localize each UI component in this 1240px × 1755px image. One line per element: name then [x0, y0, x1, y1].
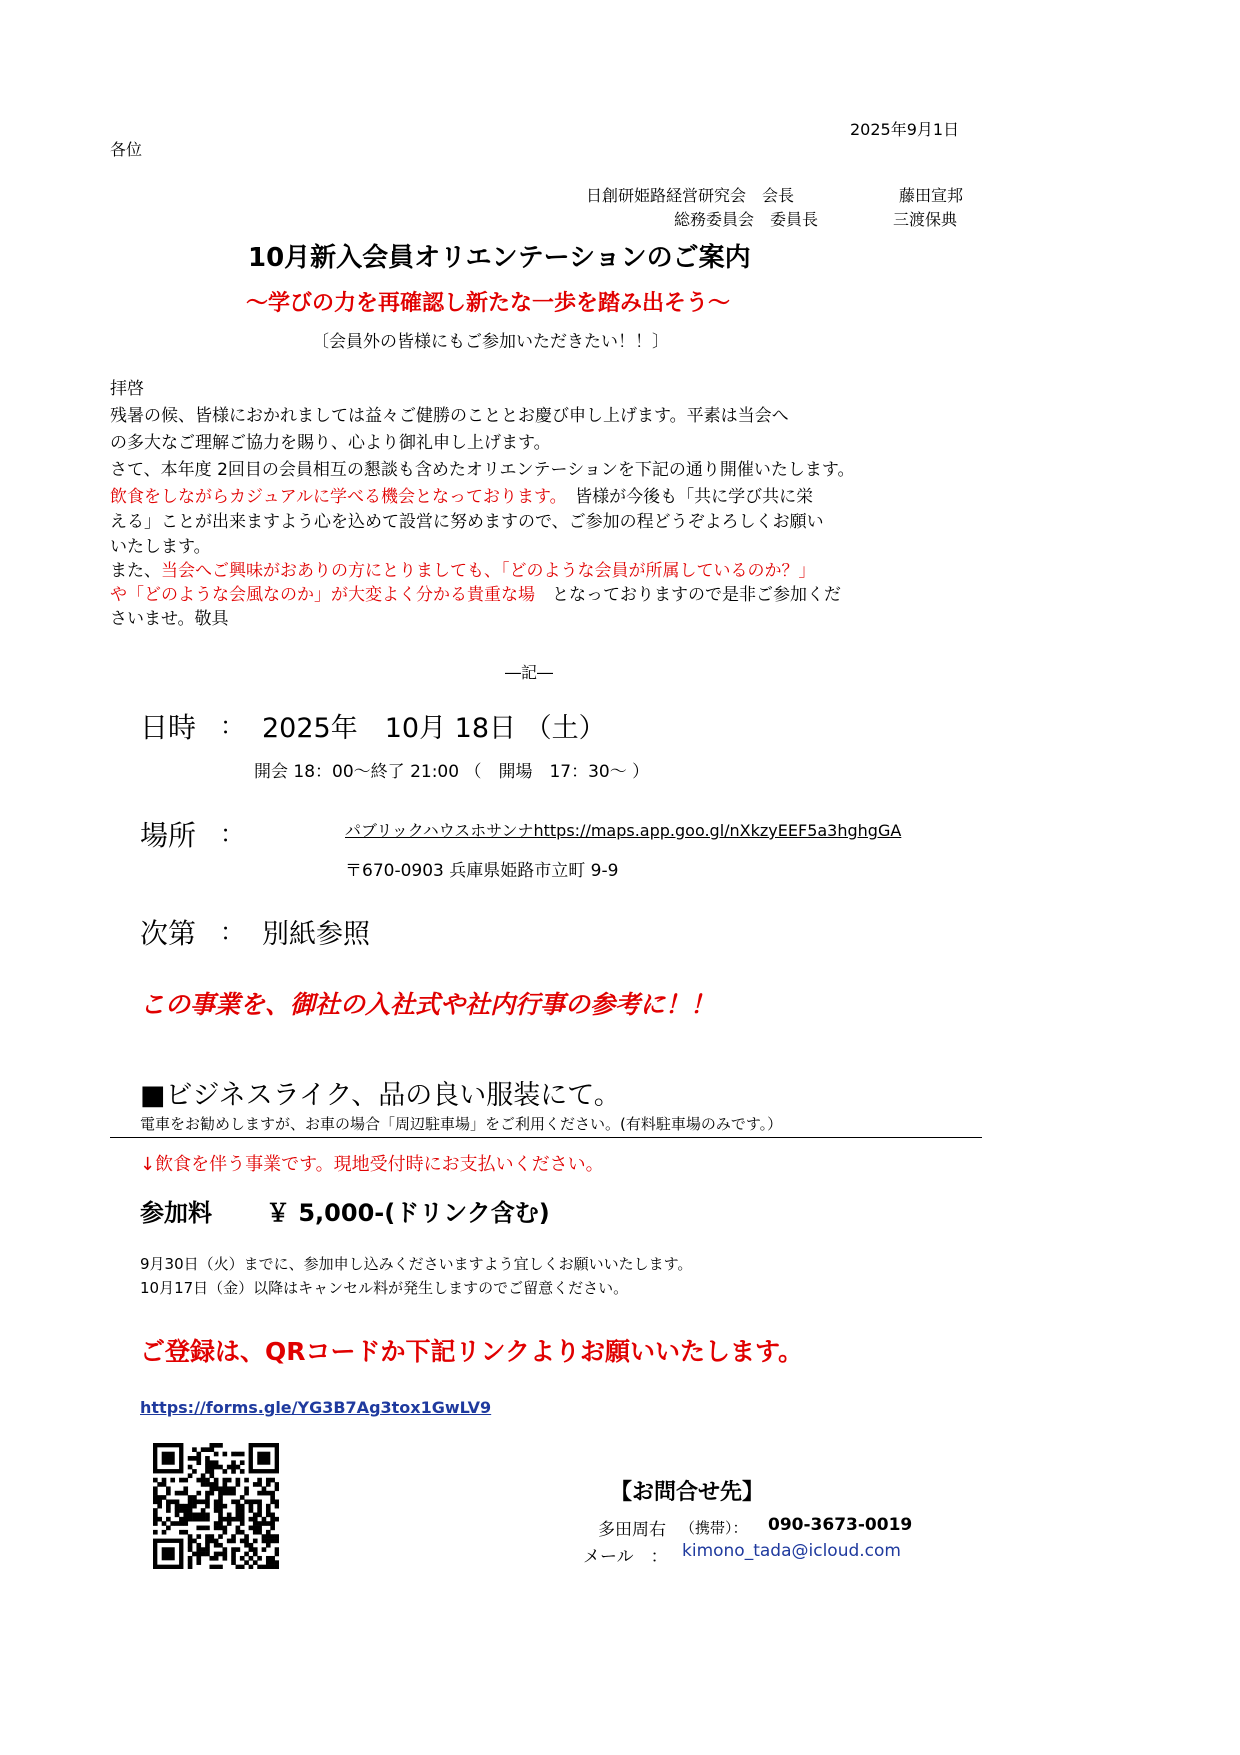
- datetime-label: 日時: [140, 711, 197, 744]
- program-label: 次第: [140, 917, 197, 950]
- fee-label: 参加料: [140, 1199, 212, 1227]
- sender2-name: 三渡保典: [893, 210, 958, 229]
- deadline-apply: 9月30日（火）までに、参加申し込みくださいますよう宜しくお願いいたします。: [140, 1255, 693, 1273]
- place-address: 〒670-0903 兵庫県姫路市立町 9-9: [345, 861, 619, 881]
- letter-line-9: さいませ。敬具: [110, 609, 229, 629]
- letter-line-4-highlight: 飲食をしながらカジュアルに学べる機会となっております。: [110, 487, 559, 507]
- title-note: 〔会員外の皆様にもご参加いただきたい！！〕: [312, 332, 669, 352]
- letter-line-2: の多大なご理解ご協力を賜り、心より御礼申し上げます。: [110, 433, 551, 453]
- fee-value: ￥ 5,000-(ドリンク含む): [266, 1199, 550, 1227]
- letter-line-7: [110, 556, 816, 581]
- program-value: 別紙参照: [262, 919, 370, 950]
- deadline-cancel: 10月17日（金）以降はキャンセル料が発生しますのでご留意ください。: [140, 1279, 629, 1297]
- letter-line-7-highlight: 当会へご興味がおありの方にとりましても、「どのような会員が所属しているのか？」: [161, 561, 816, 581]
- qr-code-graphic: [153, 1443, 279, 1569]
- promo-text: この事業を、御社の入社式や社内行事の参考に！！: [140, 990, 716, 1019]
- letter-line-8-highlight: や「どのような会風なのか」が大変よく分かる貴重な場: [110, 585, 535, 605]
- greeting: 拝啓: [110, 379, 144, 399]
- addressee: 各位: [110, 140, 143, 159]
- letter-line-7-start: また、: [110, 561, 161, 581]
- place-label: 場所: [140, 819, 197, 852]
- datetime-colon: ：: [220, 712, 244, 740]
- contact-name: 多田周右: [598, 1520, 666, 1540]
- datetime-value: 2025年 10月 18日 （土）: [262, 713, 606, 744]
- contact-email-label: メール ：: [583, 1547, 668, 1567]
- place-map-link[interactable]: パブリックハウスホサンナhttps://maps.app.goo.gl/nXkzyEEF5a3hghgGA: [345, 821, 902, 840]
- letter-line-5: える」ことが出来ますよう心を込めて設営に努めますので、ご参加の程どうぞよろしくお願い: [110, 512, 824, 532]
- page-title: 10月新入会員オリエンテーションのご案内: [248, 243, 751, 273]
- letter-line-1: 残暑の候、皆様におかれましては益々ご健勝のこととお慶び申し上げます。平素は当会へ: [110, 406, 789, 426]
- contact-heading: 【お問合せ先】: [610, 1480, 765, 1505]
- sender1-name: 藤田宣邦: [899, 186, 964, 205]
- register-text: ご登録は、QRコードか下記リンクよりお願いいたします。: [140, 1337, 804, 1366]
- place-colon: ：: [220, 820, 244, 848]
- ki-marker: ―記―: [505, 663, 554, 682]
- sender1-org: 日創研姫路経営研究会 会長: [586, 186, 795, 205]
- letter-line-4-rest: 皆様が今後も「共に学び共に栄: [558, 487, 814, 507]
- qr-code-icon[interactable]: [153, 1443, 279, 1569]
- document-date: 2025年9月1日: [850, 120, 960, 139]
- contact-phone-label: （携帯）：: [680, 1519, 748, 1537]
- divider-line: [110, 1137, 982, 1138]
- time-detail: 開会 18：00～終了 21:00 （ 開場 17：30～ ）: [254, 762, 650, 782]
- letter-line-8: [110, 580, 841, 605]
- contact-email-link[interactable]: kimono_tada@icloud.com: [682, 1541, 901, 1561]
- sender2-org: 総務委員会 委員長: [674, 210, 819, 229]
- letter-line-4: [110, 482, 813, 507]
- contact-phone: 090-3673-0019: [768, 1515, 913, 1535]
- registration-form-link[interactable]: https://forms.gle/YG3B7Ag3tox1GwLV9: [140, 1398, 492, 1417]
- payment-note: ↓飲食を伴う事業です。現地受付時にお支払いください。: [140, 1154, 604, 1175]
- parking-note: 電車をお勧めしますが、お車の場合「周辺駐車場」をご利用ください。(有料駐車場のみです。）: [140, 1115, 783, 1133]
- letter-line-3: さて、本年度 2回目の会員相互の懇談も含めたオリエンテーションを下記の通り開催いたします。: [110, 460, 855, 480]
- dress-code: ■ビジネスライク、品の良い服装にて。: [140, 1080, 621, 1111]
- program-colon: ：: [220, 918, 244, 946]
- letter-line-8-rest: となっておりますので是非ご参加くだ: [535, 585, 841, 605]
- letter-line-6: いたします。: [110, 537, 211, 557]
- page-subtitle: ～学びの力を再確認し新たな一歩を踏み出そう～: [246, 291, 731, 316]
